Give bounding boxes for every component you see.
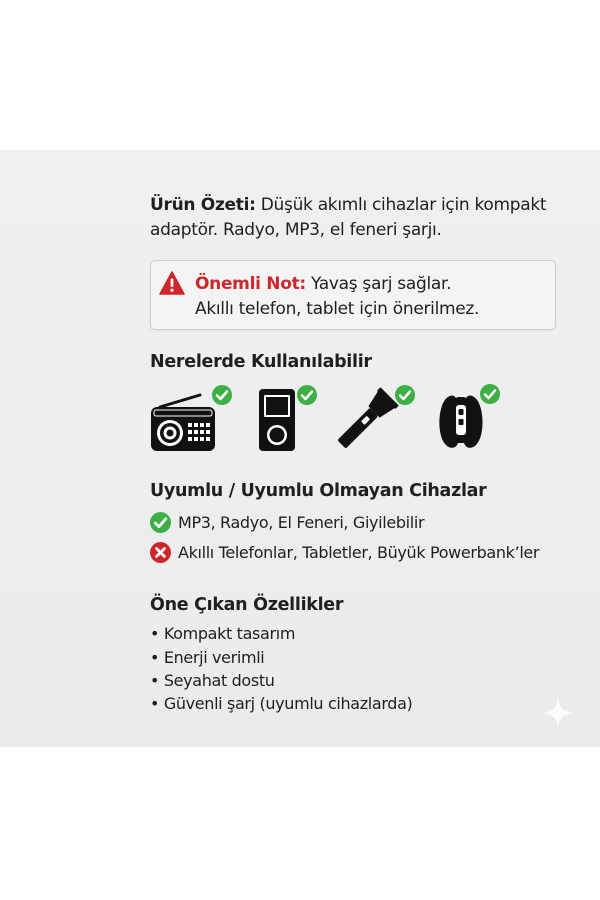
feature-item: • Enerji verimli xyxy=(150,648,265,667)
compatibility-title: Uyumlu / Uyumlu Olmayan Cihazlar xyxy=(150,481,487,501)
features-title: Öne Çıkan Özellikler xyxy=(150,595,344,615)
flashlight-icon xyxy=(335,383,399,455)
usage-title: Nerelerde Kullanılabilir xyxy=(150,352,372,372)
flashlight-device xyxy=(335,383,415,455)
feature-item: • Seyahat dostu xyxy=(150,671,275,690)
compatible-row xyxy=(150,512,570,534)
supported-check-icon xyxy=(395,385,415,405)
smart-band-device xyxy=(436,383,506,455)
supported-check-icon xyxy=(480,384,500,404)
radio-icon xyxy=(148,383,218,455)
sparkle-icon xyxy=(540,695,576,731)
summary-label: Ürün Özeti: xyxy=(150,195,256,215)
smart-band-icon xyxy=(436,383,486,455)
product-summary xyxy=(150,193,570,243)
x-circle-icon xyxy=(150,542,171,563)
supported-check-icon xyxy=(297,385,317,405)
radio-device xyxy=(148,383,238,455)
feature-item: • Güvenli şarj (uyumlu cihazlarda) xyxy=(150,694,413,713)
note-line1: Yavaş şarj sağlar. xyxy=(311,274,452,294)
compatible-text: MP3, Radyo, El Feneri, Giyilebilir xyxy=(178,513,425,532)
important-note-box xyxy=(150,260,556,330)
incompatible-text: Akıllı Telefonlar, Tabletler, Büyük Powerbank’ler xyxy=(178,543,540,562)
feature-item: • Kompakt tasarım xyxy=(150,624,296,643)
check-circle-icon xyxy=(150,512,171,533)
note-label: Önemli Not: xyxy=(195,274,306,294)
summary-line1: Düşük akımlı cihazlar için kompakt xyxy=(260,195,547,215)
summary-line2: adaptör. Radyo, MP3, el feneri şarjı. xyxy=(150,220,442,240)
mp3-player-device xyxy=(257,383,327,455)
supported-check-icon xyxy=(212,385,232,405)
note-line2: Akıllı telefon, tablet için önerilmez. xyxy=(195,299,480,319)
warning-icon xyxy=(159,271,185,295)
mp3-player-icon xyxy=(257,383,297,455)
incompatible-row xyxy=(150,542,590,564)
